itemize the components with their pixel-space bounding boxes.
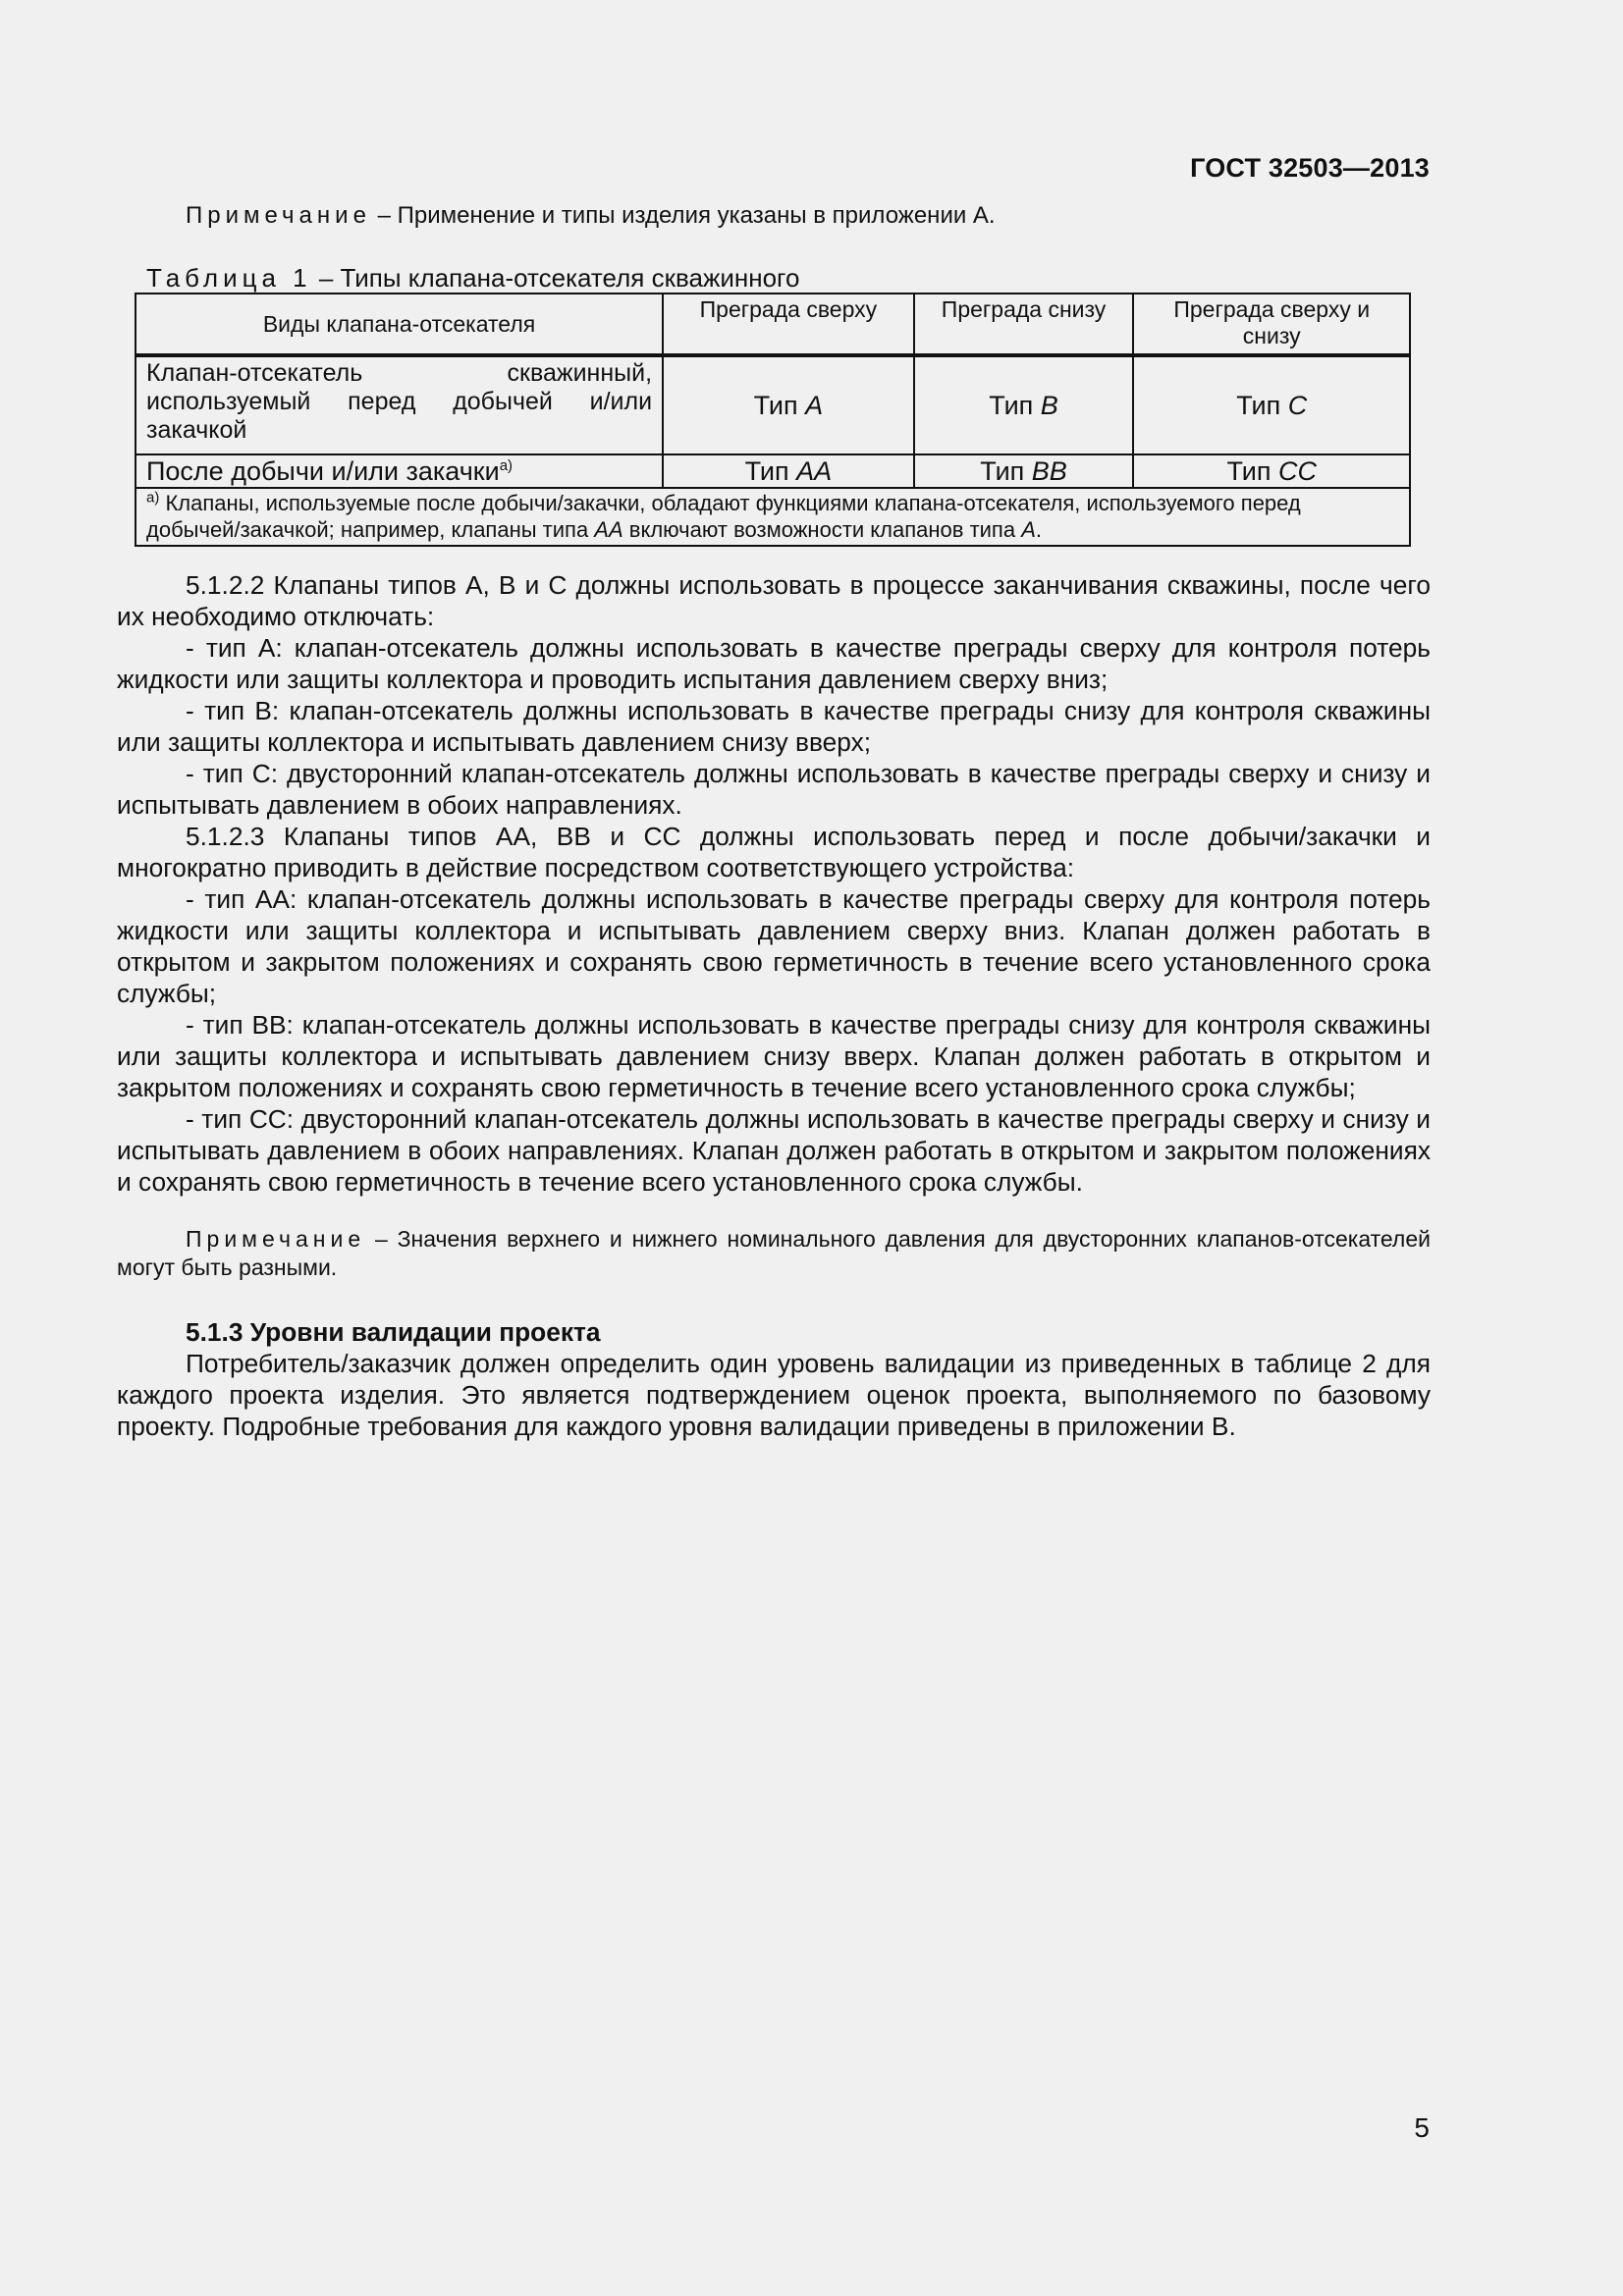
note-text: – Значения верхнего и нижнего номинального давления для двусторонних клапанов-отсекателей могут быть разными. [117,1226,1431,1280]
table-footnote: $^{а)}$ Клапаны, используемые после добычи/закачки, обладают функциями клапана-отсекателя, используемого перед добычей/закачкой; например, клапаны типа AA включают возможности клапанов типа A. [135,488,1410,546]
table-row-label: Клапан-отсекатель скважинный, используемый перед добычей и/или закачкой [135,355,663,454]
table-header-row [135,294,1410,355]
note-text: – Применение и типы изделия указаны в приложении А. [370,202,996,229]
list-item: - тип A: клапан-отсекатель должны использовать в качестве преграды сверху для контроля потерь жидкости или защиты коллектора и проводить испытания давлением сверху вниз; [117,633,1431,694]
table-row [135,355,1410,454]
table-caption [146,263,799,294]
table-cell: Тип C [1133,355,1410,454]
table-footnote-row [135,488,1410,546]
table-cell: Тип A [663,355,914,454]
note-application [186,202,996,230]
table-cell: Тип BB [914,454,1134,488]
list-item: - тип B: клапан-отсекатель должны использовать в качестве преграды снизу для контроля скважины или защиты коллектора и испытывать давлением снизу вверх; [117,696,1431,757]
page-number: 5 [1414,2112,1430,2143]
note-label: Примечание [186,202,371,229]
list-item: - тип BB: клапан-отсекатель должны использовать в качестве преграды снизу для контроля скважины или защиты коллектора и испытывать давлением снизу вверх. Клапан должен работать в открытом и закрытом положениях и сохранять свою герметичность в течение всего установленного срока службы; [117,1010,1431,1102]
table-header-cell: Преграда снизу [914,294,1134,355]
table-row [135,454,1410,488]
table-row-label: После добычи и/или закачки$^{а)}$ [135,454,663,488]
table-cell: Тип AA [663,454,914,488]
note-pressure [117,1225,1431,1282]
table-header-cell: Преграда сверху и снизу [1133,294,1410,355]
section-title: 5.1.3 Уровни валидации проекта [186,1317,601,1347]
footnote-ref: а) [499,457,514,474]
note-label: Примечание [186,1226,366,1252]
document-header: ГОСТ 32503—2013 [1190,153,1430,183]
paragraph-5123-intro: 5.1.2.3 Клапаны типов AA, BB и CC должны использовать перед и после добычи/закачки и многократно приводить в действие посредством соответствующего устройства: [117,822,1431,882]
list-item: - тип C: двусторонний клапан-отсекатель должны использовать в качестве преграды сверху и снизу и испытывать давлением в обоих направлениях. [117,759,1431,820]
valve-types-table [135,293,1411,547]
table-header-cell: Преграда сверху [663,294,914,355]
list-item: - тип AA: клапан-отсекатель должны использовать в качестве преграды сверху для контроля потерь жидкости или защиты коллектора и испытывать давлением сверху вниз. Клапан должен работать в открытом и закрытом положениях и сохранять свою герметичность в течение всего установленного срока службы; [117,884,1431,1008]
table-cell: Тип CC [1133,454,1410,488]
body-text [117,569,1431,1442]
table-caption-text: – Типы клапана-отсекателя скважинного [311,263,800,293]
table-cell: Тип B [914,355,1134,454]
table-header-cell: Виды клапана-отсекателя [135,294,663,355]
paragraph-513: Потребитель/заказчик должен определить один уровень валидации из приведенных в таблице 2 для каждого проекта изделия. Это является подтверждением оценок проекта, выполняемого по базовому проекту. Подробные требования для каждого уровня валидации приведены в приложении В. [117,1349,1431,1441]
list-item: - тип CC: двусторонний клапан-отсекатель должны использовать в качестве преграды сверху и снизу и испытывать давлением в обоих направлениях. Клапан должен работать в открытом и закрытом положениях и сохранять свою герметичность в течение всего установленного срока службы. [117,1104,1431,1197]
table-caption-label: Таблица 1 [146,263,312,293]
paragraph-5122-intro: 5.1.2.2 Клапаны типов A, B и C должны использовать в процессе заканчивания скважины, после чего их необходимо отключать: [117,570,1431,631]
